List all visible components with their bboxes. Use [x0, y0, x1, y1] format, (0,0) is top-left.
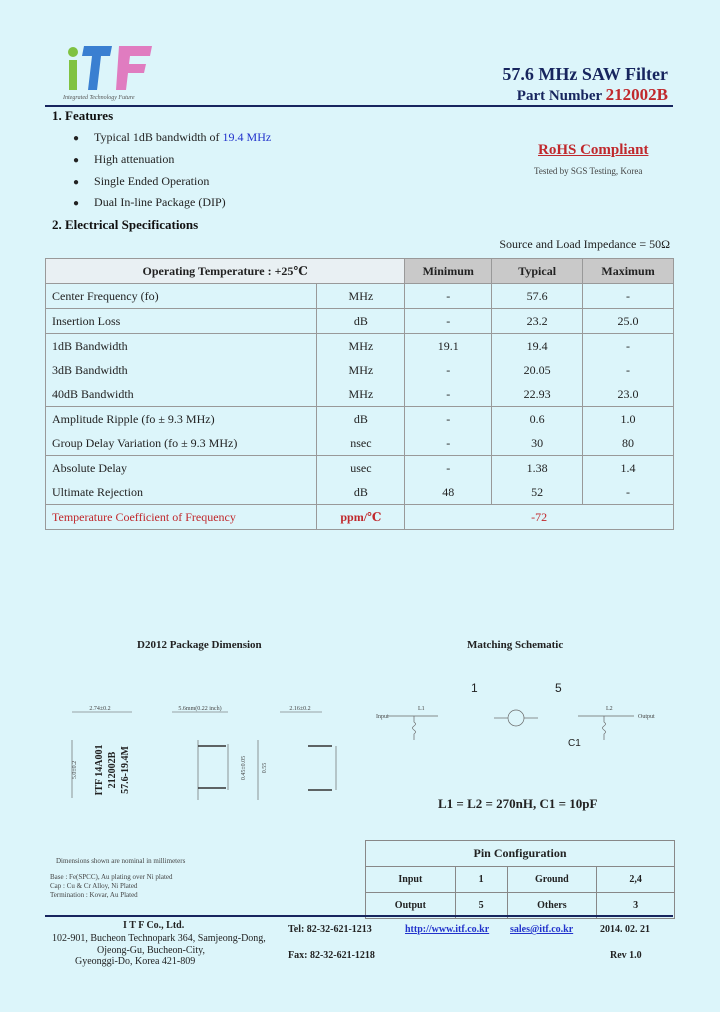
- impedance-note: Source and Load Impedance = 50Ω: [499, 237, 670, 251]
- output-label: Output: [638, 714, 655, 720]
- feature-item: ● Single Ended Operation: [73, 174, 210, 188]
- website-link[interactable]: http://www.itf.co.kr: [405, 924, 490, 935]
- input-label: Input: [376, 714, 389, 720]
- bullet-icon: ●: [73, 177, 80, 188]
- feature-item: ● Dual In-line Package (DIP): [73, 195, 226, 209]
- address-line: 102-901, Bucheon Technopark 364, Samjeong-Dong,: [52, 933, 266, 944]
- package-note: Base : Fe(SPCC), Au plating over Ni plated: [50, 873, 173, 881]
- part-number-row: [517, 85, 668, 105]
- company-name: I T F Co., Ltd.: [123, 920, 185, 931]
- email-link[interactable]: sales@itf.co.kr: [510, 924, 574, 935]
- package-note: Cap : Cu & Cr Alloy, Ni Plated: [50, 882, 138, 890]
- package-note: Termination : Kovar, Au Plated: [50, 891, 138, 899]
- dim-label: 5.6mm(0.22 inch): [178, 706, 222, 712]
- logo-tagline: Integrated Technology Future: [63, 95, 135, 101]
- marking-line: ITF 14A001: [94, 744, 105, 796]
- header-divider: [45, 105, 673, 107]
- table-row: Center Frequency (fo) MHz - 57.6 -: [46, 284, 674, 309]
- feature-item: ● High attenuation: [73, 152, 175, 166]
- pin-5-label: 5: [555, 681, 562, 695]
- table-row: 3dB Bandwidth MHz - 20.05 -: [46, 358, 674, 382]
- feature-item: ● Typical 1dB bandwidth of 19.4 MHz: [73, 130, 272, 144]
- dim-label: 2.74±0.2: [89, 706, 111, 712]
- table-row: 40dB Bandwidth MHz - 22.93 23.0: [46, 382, 674, 407]
- package-title: D2012 Package Dimension: [137, 639, 262, 651]
- bullet-icon: ●: [73, 198, 80, 209]
- address-line: Ojeong-Gu, Bucheon-City,: [97, 945, 205, 956]
- table-row-temp-coef: Temperature Coefficient of Frequency ppm/℃ -72: [46, 505, 674, 530]
- pin-1-label: 1: [471, 681, 478, 695]
- l2-label: L2: [606, 706, 613, 712]
- dim-label: 5.0±0.2: [72, 760, 78, 780]
- bullet-icon: ●: [73, 155, 80, 166]
- spec-table: [45, 258, 674, 530]
- marking-line: 212002B: [107, 751, 118, 789]
- product-title: 57.6 MHz SAW Filter: [502, 64, 668, 84]
- table-row: Output 5 Others 3: [366, 893, 675, 919]
- package-drawing: [60, 700, 360, 810]
- dim-label: 0.55: [262, 762, 268, 774]
- marking-line: 57.6-19.4M: [120, 746, 131, 794]
- doc-revision: Rev 1.0: [610, 950, 642, 961]
- telephone: Tel: 82-32-621-1213: [288, 924, 372, 935]
- pin-config-title: Pin Configuration: [366, 841, 675, 867]
- col-max: Maximum: [583, 259, 674, 284]
- table-row: 1dB Bandwidth MHz 19.1 19.4 -: [46, 334, 674, 359]
- col-min: Minimum: [405, 259, 492, 284]
- part-number-label: Part Number: [516, 88, 602, 104]
- table-row: Group Delay Variation (fo ± 9.3 MHz) nsec - 30 80: [46, 431, 674, 456]
- electrical-heading: 2. Electrical Specifications: [52, 217, 199, 232]
- table-row: Insertion Loss dB - 23.2 25.0: [46, 309, 674, 334]
- doc-date: 2014. 02. 21: [600, 924, 650, 935]
- op-temp-header: Operating Temperature : +25℃: [46, 259, 405, 284]
- matching-schematic: [368, 696, 668, 756]
- pin-config-table: [365, 840, 675, 919]
- matching-values: L1 = L2 = 270nH, C1 = 10pF: [438, 796, 598, 811]
- table-row: Absolute Delay usec - 1.38 1.4: [46, 456, 674, 481]
- package-note: Dimensions shown are nominal in millimeters: [56, 857, 186, 865]
- table-row: Amplitude Ripple (fo ± 9.3 MHz) dB - 0.6 1.0: [46, 407, 674, 432]
- l1-label: L1: [418, 706, 425, 712]
- rohs-subtitle: Tested by SGS Testing, Korea: [534, 166, 643, 176]
- dim-label: 0.45±0.05: [241, 755, 247, 781]
- part-number-value: 212002B: [605, 85, 668, 104]
- bullet-icon: ●: [73, 133, 80, 144]
- table-row: Input 1 Ground 2,4: [366, 867, 675, 893]
- col-typ: Typical: [492, 259, 583, 284]
- itf-logo: [64, 38, 164, 102]
- address-line: Gyeonggi-Do, Korea 421-809: [75, 956, 196, 967]
- c1-label: C1: [568, 738, 581, 749]
- table-row: Ultimate Rejection dB 48 52 -: [46, 480, 674, 505]
- features-heading: 1. Features: [52, 108, 114, 123]
- footer-divider: [45, 915, 673, 917]
- dim-label: 2.16±0.2: [289, 706, 311, 712]
- matching-title: Matching Schematic: [467, 639, 564, 651]
- rohs-title: RoHS Compliant: [538, 142, 649, 158]
- fax: Fax: 82-32-621-1218: [288, 950, 375, 961]
